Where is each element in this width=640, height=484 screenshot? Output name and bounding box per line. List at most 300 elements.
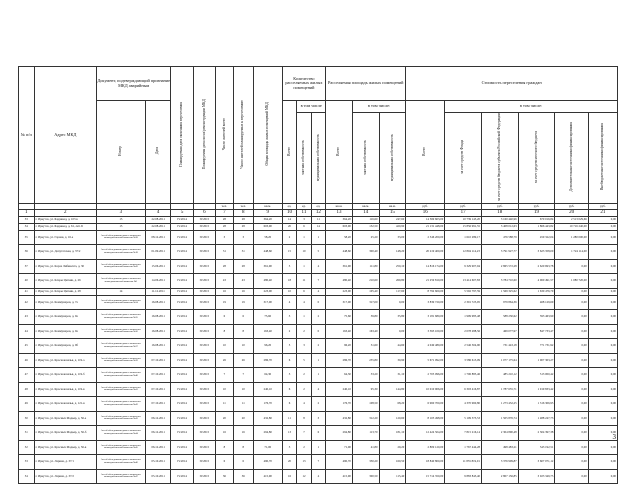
cell-rooms: 3 — [282, 440, 296, 455]
cell-ar_p: 116,60 — [352, 216, 379, 223]
cell-rooms: 14 — [282, 216, 296, 223]
cell-fund: 6 303 416,87 — [445, 382, 482, 397]
cell-doc: Акт об обследовании дома и заключение межведомственной комиссии №40 — [96, 368, 145, 383]
cell-date: 06.12.2011 — [145, 411, 171, 426]
cell-mun: 14 — [311, 223, 325, 230]
table-body — [19, 216, 618, 484]
cell-ar: 361,90 — [326, 259, 353, 274]
cell-fund: 5 109 373,53 — [445, 411, 482, 426]
header-residents: Число жителей всего — [215, 67, 233, 204]
cell-ar: 163,40 — [326, 324, 353, 339]
cell-fund: 7 815 216,14 — [445, 426, 482, 441]
cell-ar_p: 132,50 — [352, 223, 379, 230]
cell-ppl_p: 10 — [233, 339, 253, 354]
cell-ppl_p: 28 — [233, 223, 253, 230]
cell-ar: 96,20 — [326, 339, 353, 354]
cell-ppl_p: 16 — [233, 288, 253, 295]
cell-mun: 1 — [311, 353, 325, 368]
cell-priv: 2 — [297, 368, 311, 383]
cell-ext2: 0,00 — [588, 216, 617, 223]
column-numbers-row — [19, 209, 618, 216]
cell-ar_m: 117,60 — [379, 288, 406, 295]
cell-ppl: 16 — [215, 288, 233, 295]
cell-cost: 4 049 480,00 — [406, 339, 445, 354]
column-number-cell: 14 — [352, 209, 379, 216]
cell-ppl: 28 — [215, 223, 233, 230]
cell-ppl: 6 — [215, 455, 233, 470]
cell-ar_p: 317,00 — [352, 295, 379, 310]
cell-doc: Акт об обследовании дома и заключение межведомственной комиссии №35 — [96, 310, 145, 325]
cell-d: IV.2015 — [193, 382, 215, 397]
table-row — [19, 274, 618, 289]
table-row — [19, 216, 618, 223]
cell-fund: 5 592 797,59 — [445, 288, 482, 295]
cell-cost: 14 816 174,00 — [406, 259, 445, 274]
cell-loc: 1 866 443,82 — [518, 223, 555, 230]
cell-subj: 1 787 655,71 — [481, 382, 518, 397]
cell-date: 16.08.2011 — [145, 339, 171, 354]
cell-d: IV.2015 — [193, 288, 215, 295]
cell-subj: 1 077 175,64 — [481, 353, 518, 368]
cell-r: IV.2014 — [171, 469, 193, 484]
cell-date: 08.12.2011 — [145, 230, 171, 245]
cell-cost: 3 181 680,00 — [406, 310, 445, 325]
cell-fund: 9 883 843,40 — [445, 469, 482, 484]
cell-ar_p: 39,80 — [352, 310, 379, 325]
cell-area: 75,60 — [253, 310, 282, 325]
cell-date: 01.09.2011 — [145, 245, 171, 260]
cell-mun: 7 — [311, 274, 325, 289]
cell-addr: г. Иркутск, ул. Карла Либкнехта, д. 30 — [34, 259, 96, 274]
cell-cost: 3 839 720,00 — [406, 295, 445, 310]
unit-cell: ед. — [282, 203, 296, 209]
cell-loc: 3 623 358,00 — [518, 245, 555, 260]
cell-n: 40 — [19, 274, 35, 289]
cell-ppl_p: 10 — [233, 382, 253, 397]
cell-fund: 1 610 289,17 — [445, 230, 482, 245]
cell-priv: 6 — [297, 223, 311, 230]
cell-d: IV.2015 — [193, 295, 215, 310]
cell-ppl_p: 7 — [233, 368, 253, 383]
cell-ext2: 0,00 — [588, 440, 617, 455]
cell-date: 22.08.2011 — [145, 223, 171, 230]
cell-ppl: 6 — [215, 310, 233, 325]
cell-date: 16.08.2011 — [145, 295, 171, 310]
cell-ar_m: 44,60 — [379, 339, 406, 354]
cell-d: IV.2015 — [193, 426, 215, 441]
cell-subj: 2 807 156,85 — [481, 469, 518, 484]
cell-fund: 1 706 885,46 — [445, 368, 482, 383]
cell-r: IV.2014 — [171, 310, 193, 325]
cell-loc: 1 007 303,27 — [518, 353, 555, 368]
cell-n: 53 — [19, 455, 35, 470]
cell-d: IV.2015 — [193, 455, 215, 470]
cell-ppl: 10 — [215, 339, 233, 354]
unit-cell: ед. — [297, 203, 311, 209]
cell-ar_m: 120,60 — [379, 411, 406, 426]
cell-subj: 979 864,36 — [481, 295, 518, 310]
cell-ppl_p: 19 — [233, 295, 253, 310]
cell-fund: 2 391 725,95 — [445, 295, 482, 310]
cell-doc: Акт об обследовании дома и заключение межведомственной комиссии №43 — [96, 411, 145, 426]
cell-area: 317,00 — [253, 295, 282, 310]
cell-ext1: 0,00 — [555, 440, 588, 455]
column-number-cell: 3 — [96, 209, 145, 216]
cell-area: 448,60 — [253, 245, 282, 260]
cell-loc: 513 000,42 — [518, 368, 555, 383]
cell-rooms: 10 — [282, 288, 296, 295]
cell-fund: 1 767 444,28 — [445, 440, 482, 455]
cell-n: 34 — [19, 223, 35, 230]
cell-r: IV.2014 — [171, 368, 193, 383]
header-cost-group: Стоимость переселения граждан — [406, 67, 618, 101]
cell-doc: Акт об обследовании дома и заключение межведомственной комиссии №46 — [96, 455, 145, 470]
cell-ext2: 0,00 — [588, 368, 617, 383]
cell-mun: 2 — [311, 310, 325, 325]
cell-n: 37 — [19, 259, 35, 274]
cell-n: 45 — [19, 339, 35, 354]
cell-r: IV.2014 — [171, 324, 193, 339]
cell-n: 52 — [19, 440, 35, 455]
cell-d: IV.2015 — [193, 259, 215, 274]
cell-n: 41 — [19, 288, 35, 295]
cell-d: IV.2015 — [193, 216, 215, 223]
cell-ext2: 0,00 — [588, 353, 617, 368]
cell-priv: 4 — [297, 295, 311, 310]
cell-rooms: 15 — [282, 245, 296, 260]
cell-d: IV.2015 — [193, 368, 215, 383]
cell-fund: 13 414 607,83 — [445, 274, 482, 289]
header-area-municipal: муниципальная собственность — [379, 113, 406, 204]
cell-ext1: 0,00 — [555, 324, 588, 339]
cell-ar: 317,00 — [326, 295, 353, 310]
cell-cost: 3 395 100,00 — [406, 324, 445, 339]
cell-d: IV.2015 — [193, 469, 215, 484]
cell-area: 64,30 — [253, 368, 282, 383]
header-fund: за счет средств Фонда — [445, 113, 482, 204]
cell-d: IV.2015 — [193, 274, 215, 289]
cell-fund: 3 586 613,09 — [445, 353, 482, 368]
cell-cost: 14 569 603,00 — [406, 216, 445, 223]
cell-addr: г. Иркутск, ул. Депутатская, д. 37/2 — [34, 245, 96, 260]
cell-ar: 603,90 — [326, 223, 353, 230]
cell-area: 176,70 — [253, 397, 282, 412]
cell-priv: 2 — [297, 382, 311, 397]
cell-doc: Акт об обследовании дома и заключение межведомственной комиссии №18 — [96, 245, 145, 260]
cell-cost: 20 219 400,00 — [406, 245, 445, 260]
table-row — [19, 310, 618, 325]
cell-n: 48 — [19, 382, 35, 397]
cell-subj: 731 443,18 — [481, 339, 518, 354]
cell-ar_m: 68,20 — [379, 397, 406, 412]
cell-ar_p: 51,60 — [352, 339, 379, 354]
cell-ext1: 0,00 — [555, 259, 588, 274]
cell-area: 361,90 — [253, 259, 282, 274]
column-number-cell: 20 — [555, 209, 588, 216]
header-area-including: в том числе: — [352, 101, 405, 113]
cell-cost: 18 840 800,00 — [406, 455, 445, 470]
cell-ar_m: 29,20 — [379, 440, 406, 455]
cell-ar: 64,30 — [326, 368, 353, 383]
cell-d: IV.2015 — [193, 440, 215, 455]
cell-priv: 2 — [297, 440, 311, 455]
unit-cell: руб. — [406, 203, 445, 209]
cell-ar: 364,20 — [326, 216, 353, 223]
column-number-cell: 12 — [311, 209, 325, 216]
cell-rooms: 5 — [282, 339, 296, 354]
cell-date: 07.10.2011 — [145, 368, 171, 383]
cell-rooms: 20 — [282, 223, 296, 230]
cell-loc: 468 129,69 — [518, 295, 555, 310]
cell-ext1: 10 716 240,00 — [555, 223, 588, 230]
cell-addr: г. Иркутск, ул. Красных Мадьяр, д. 56-б — [34, 426, 96, 441]
cell-ext1: 1 280 000,00 — [555, 230, 588, 245]
header-cost-including: в том числе: — [445, 101, 618, 113]
cell-ext2: 0,00 — [588, 411, 617, 426]
cell-addr: г. Иркутск, ул. Красноказачья, д. 119-б — [34, 368, 96, 383]
cell-ar: 432,80 — [326, 411, 353, 426]
cell-rooms: 2 — [282, 230, 296, 245]
cell-mun: 1 — [311, 368, 325, 383]
column-number-cell: 1 — [19, 209, 35, 216]
cell-fund: 2 546 304,90 — [445, 339, 482, 354]
cell-priv: 13 — [297, 455, 311, 470]
cell-mun: 5 — [311, 245, 325, 260]
cell-ext2: 0,00 — [588, 382, 617, 397]
unit-cell: руб. — [555, 203, 588, 209]
cell-ext2: 0,00 — [588, 397, 617, 412]
cell-rooms: 16 — [282, 469, 296, 484]
cell-ppl_p: 28 — [233, 216, 253, 223]
cell-mun: 0 — [311, 295, 325, 310]
cell-loc: 847 733,47 — [518, 324, 555, 339]
table-row — [19, 397, 618, 412]
cell-subj: 3 376 909,87 — [481, 455, 518, 470]
cell-date: 14.06.2011 — [145, 274, 171, 289]
cell-area: 480,40 — [253, 274, 282, 289]
unit-cell: ед. — [311, 203, 325, 209]
cell-mun: 2 — [311, 397, 325, 412]
cell-ar: 71,00 — [326, 440, 353, 455]
cell-d: IV.2015 — [193, 324, 215, 339]
cell-mun: 7 — [311, 455, 325, 470]
cell-ar: 240,10 — [326, 382, 353, 397]
cell-ext1: 0,00 — [555, 411, 588, 426]
header-area-group: Расселяемая площадь жилых помещений — [326, 67, 406, 101]
cell-cost: 8 103 498,00 — [406, 411, 445, 426]
cell-rooms: 5 — [282, 259, 296, 274]
cell-ar_m: 420,90 — [379, 223, 406, 230]
cell-loc: 670 016,84 — [518, 216, 555, 223]
cell-ppl_p: 8 — [233, 324, 253, 339]
cell-fund: 10 739 145,20 — [445, 216, 482, 223]
cell-ppl_p: 26 — [233, 353, 253, 368]
cell-ppl_p: 11 — [233, 397, 253, 412]
cell-ar_m: 31,10 — [379, 368, 406, 383]
cell-r: IV.2014 — [171, 230, 193, 245]
cell-n: 44 — [19, 324, 35, 339]
cell-fund: 11 855 819,01 — [445, 455, 482, 470]
cell-mun: 4 — [311, 259, 325, 274]
cell-ar: 480,40 — [326, 274, 353, 289]
cell-r: IV.2014 — [171, 245, 193, 260]
cell-ar_p: 255,80 — [352, 353, 379, 368]
cell-ext2: 0,00 — [588, 288, 617, 295]
cell-ppl_p: 36 — [233, 469, 253, 484]
cell-loc: 593 463,90 — [518, 310, 555, 325]
cell-ar_m: 144,80 — [379, 382, 406, 397]
table-row — [19, 259, 618, 274]
cell-subj: 1 569 325,62 — [481, 288, 518, 295]
cell-ext2: 0,00 — [588, 426, 617, 441]
cell-rooms: 6 — [282, 382, 296, 397]
cell-mun: 1 — [311, 230, 325, 245]
cell-n: 51 — [19, 426, 35, 441]
header-area-total: Всего — [326, 101, 353, 204]
cell-priv: 4 — [297, 397, 311, 412]
cell-addr: г. Иркутск, ул. Клары Цеткин, д. 26 — [34, 274, 96, 289]
cell-loc: 459 322,04 — [518, 230, 555, 245]
cell-ar: 448,60 — [326, 245, 353, 260]
cell-ext2: 0,00 — [588, 339, 617, 354]
cell-ar: 176,70 — [326, 397, 353, 412]
cell-ppl_p: 43 — [233, 274, 253, 289]
cell-rooms: 2 — [282, 324, 296, 339]
cell-cost: 21 131 448,00 — [406, 223, 445, 230]
cell-ppl_p: 3 — [233, 230, 253, 245]
cell-n: 47 — [19, 368, 35, 383]
cell-d: IV.2015 — [193, 339, 215, 354]
header-planned-resettlement: Планируемая дата окончания переселения — [171, 67, 193, 204]
cell-priv: 2 — [297, 324, 311, 339]
cell-subj: 3 791 927,77 — [481, 245, 518, 260]
cell-loc: 1 630 476,79 — [518, 288, 555, 295]
header-rooms-count-group: Количество расселяемых жилых помещений — [282, 67, 325, 101]
cell-ar: 490,70 — [326, 455, 353, 470]
cell-date: 07.10.2011 — [145, 397, 171, 412]
cell-ppl_p: 6 — [233, 455, 253, 470]
table-row — [19, 230, 618, 245]
cell-ar_p: 210,60 — [352, 274, 379, 289]
cell-doc: Акт об обследовании дома и заключение межведомственной комиссии №34 — [96, 295, 145, 310]
cell-priv: 11 — [297, 274, 311, 289]
cell-d: IV.2015 — [193, 397, 215, 412]
header-residents-planned: Число жителей планируемых к переселению — [233, 67, 253, 204]
cell-doc: Акт об обследовании дома и заключение межведомственной комиссии №47 — [96, 469, 145, 484]
header-rooms-including: в том числе — [297, 101, 326, 113]
unit-cell: кв.м. — [379, 203, 406, 209]
cell-ar_p: 33,20 — [352, 368, 379, 383]
table-row — [19, 324, 618, 339]
cell-date: 22.08.2011 — [145, 216, 171, 223]
cell-area: 96,20 — [253, 339, 282, 354]
cell-subj: 2 865 572,28 — [481, 259, 518, 274]
cell-ppl: 11 — [215, 397, 233, 412]
cell-loc: 1 488 247,73 — [518, 411, 555, 426]
cell-addr: г. Иркутск, ул. Коммунаров, д. 7а — [34, 295, 96, 310]
column-number-cell: 10 — [282, 209, 296, 216]
cell-ar: 294,80 — [326, 426, 353, 441]
cell-cost: 6 960 700,00 — [406, 397, 445, 412]
cell-subj: 1 505 876,74 — [481, 411, 518, 426]
cell-n: 43 — [19, 310, 35, 325]
cell-addr: г. Иркутск, ул. Красных Мадьяр, д. 56-а — [34, 411, 96, 426]
cell-ar_p: 105,40 — [352, 288, 379, 295]
cell-ar: 223,00 — [326, 288, 353, 295]
cell-mun: 4 — [311, 469, 325, 484]
cell-ext1: 0,00 — [555, 455, 588, 470]
cell-ext1: 0,00 — [555, 469, 588, 484]
cell-doc: Акт об обследовании дома и заключение межведомственной комиссии №45 — [96, 440, 145, 455]
cell-rooms: 6 — [282, 353, 296, 368]
resettlement-table — [18, 66, 618, 484]
cell-area: 294,80 — [253, 426, 282, 441]
cell-ar_m: 33,00 — [379, 230, 406, 245]
header-rooms-municipal: муниципальная собственность — [311, 113, 325, 204]
cell-ar_p: 113,70 — [352, 426, 379, 441]
unit-cell: кв.м. — [326, 203, 353, 209]
cell-loc: 1 919 833,42 — [518, 382, 555, 397]
cell-loc: 771 731,92 — [518, 339, 555, 354]
cell-addr: г. Иркутск, ул. Баррикад, д. 61, лит. Б — [34, 223, 96, 230]
cell-subj: 485 210,12 — [481, 368, 518, 383]
cell-priv: 3 — [297, 216, 311, 223]
cell-doc: Акт об обследовании дома и заключение межведомственной комиссии №41 — [96, 382, 145, 397]
cell-r: IV.2014 — [171, 223, 193, 230]
cell-ext1: 0,00 — [555, 288, 588, 295]
cell-r: IV.2014 — [171, 397, 193, 412]
cell-ext1: 2 513 029,66 — [555, 216, 588, 223]
cell-priv: 8 — [297, 411, 311, 426]
header-local-budget: за счет средств местного бюджета — [518, 113, 555, 204]
cell-ext2: 0,00 — [588, 295, 617, 310]
column-number-cell: 18 — [481, 209, 518, 216]
column-number-cell: 2 — [34, 209, 96, 216]
cell-ar_m: 247,60 — [379, 216, 406, 223]
page-number: 3 — [612, 433, 616, 441]
cell-ppl_p: 20 — [233, 411, 253, 426]
cell-date: 07.10.2011 — [145, 353, 171, 368]
cell-fund: 12 804 114,23 — [445, 245, 482, 260]
cell-addr: г. Иркутск, ул. Красноказачья, д. 121-в — [34, 397, 96, 412]
cell-ext2: 0,00 — [588, 455, 617, 470]
column-number-cell: 8 — [233, 209, 253, 216]
cell-doc: Акт об обследовании дома и заключение межведомственной комиссии №44 — [96, 426, 145, 441]
cell-area: 490,70 — [253, 455, 282, 470]
cell-ext1: 0,00 — [555, 368, 588, 383]
cell-cost: 5 671 092,00 — [406, 353, 445, 368]
cell-subj: 476 588,79 — [481, 230, 518, 245]
cell-ext2: 0,00 — [588, 310, 617, 325]
cell-r: IV.2014 — [171, 274, 193, 289]
cell-doc: Акт об обследовании дома и заключение межведомственной комиссии №1 — [96, 274, 145, 289]
column-number-cell: 9 — [253, 209, 282, 216]
cell-ar_p: 41,80 — [352, 440, 379, 455]
header-subject-budget: за счет средств бюджета субъекта Российской Федерации — [481, 113, 518, 204]
table-row — [19, 245, 618, 260]
header-num: № п/п — [19, 67, 35, 204]
cell-ppl: 43 — [215, 274, 233, 289]
cell-ext2: 0,00 — [588, 259, 617, 274]
cell-priv: 3 — [297, 339, 311, 354]
cell-r: IV.2014 — [171, 382, 193, 397]
cell-doc: Акт об обследовании дома и заключение межведомственной комиссии №37 — [96, 339, 145, 354]
cell-ppl: 8 — [215, 324, 233, 339]
column-number-cell: 21 — [588, 209, 617, 216]
cell-ext2: 0,00 — [588, 324, 617, 339]
cell-subj: 1 273 432,25 — [481, 397, 518, 412]
cell-ext1: 0,00 — [555, 397, 588, 412]
